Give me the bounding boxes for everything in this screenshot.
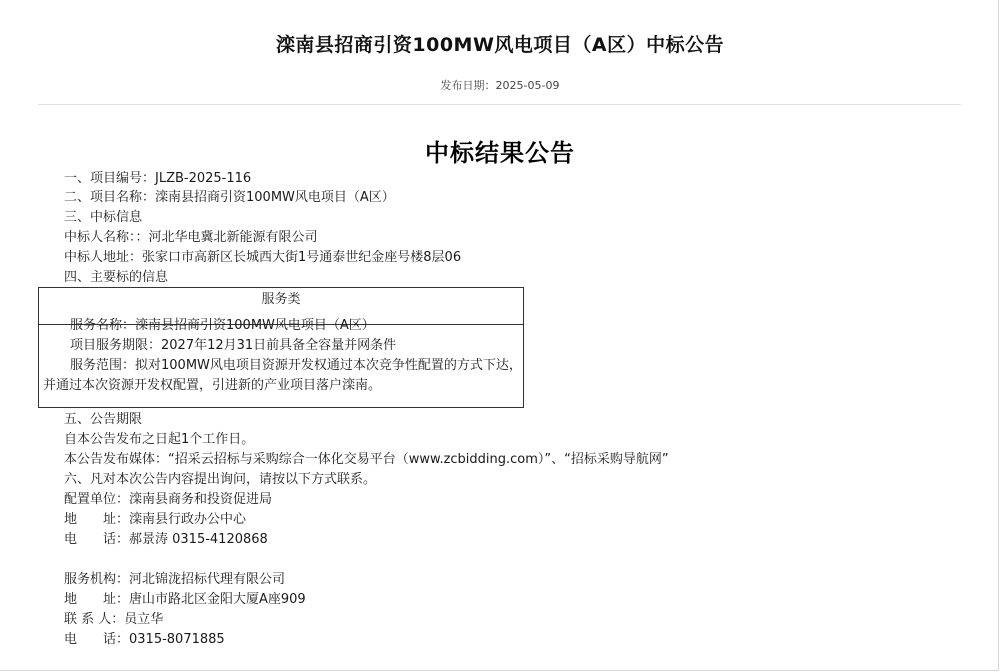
page-title: 滦南县招商引资100MW风电项目（A区）中标公告 bbox=[275, 34, 725, 56]
agency-address: 地 址：唐山市路北区金阳大厦A座909 bbox=[64, 592, 306, 607]
winner-address: 中标人地址：张家口市高新区长城西大街1号通泰世纪金座号楼8层06 bbox=[64, 250, 462, 265]
notice-period-heading: 五、公告期限 bbox=[64, 412, 143, 427]
config-unit-phone: 电 话：郝景涛 0315-4120868 bbox=[64, 532, 268, 547]
config-unit: 配置单位：滦南县商务和投资促进局 bbox=[64, 492, 273, 507]
publish-date: 发布日期：2025-05-09 bbox=[440, 79, 560, 92]
project-number: 一、项目编号：JLZB-2025-116 bbox=[64, 171, 252, 186]
publish-media: 本公告发布媒体：“招采云招标与采购综合一体化交易平台（www.zcbidding.com）”、“招标采购导航网” bbox=[64, 452, 669, 467]
subject-section-heading: 四、主要标的信息 bbox=[64, 270, 169, 285]
service-period: 项目服务期限：2027年12月31日前具备全容量并网条件 bbox=[70, 338, 397, 353]
header-divider bbox=[38, 104, 961, 105]
winner-section-heading: 三、中标信息 bbox=[64, 210, 143, 225]
config-unit-address: 地 址：滦南县行政办公中心 bbox=[64, 512, 247, 527]
notice-period-text: 自本公告发布之日起1个工作日。 bbox=[64, 432, 255, 447]
service-scope: 服务范围：拟对100MW风电项目资源开发权通过本次竞争性配置的方式下达， bbox=[70, 358, 522, 373]
project-name: 二、项目名称：滦南县招商引资100MW风电项目（A区） bbox=[64, 190, 395, 205]
service-name: 服务名称：滦南县招商引资100MW风电项目（A区） bbox=[70, 318, 375, 333]
agency-contact: 联 系 人：员立华 bbox=[64, 612, 164, 627]
service-table-header: 服务类 bbox=[39, 288, 523, 325]
winner-name: 中标人名称：：河北华电冀北新能源有限公司 bbox=[64, 230, 318, 245]
service-table bbox=[38, 287, 524, 408]
service-scope-continued: 并通过本次资源开发权配置，引进新的产业项目落户滦南。 bbox=[43, 378, 382, 393]
document-heading: 中标结果公告 bbox=[425, 139, 575, 167]
contact-section-heading: 六、凡对本次公告内容提出询问，请按以下方式联系。 bbox=[64, 472, 377, 487]
agency-phone: 电 话：0315-8071885 bbox=[64, 632, 225, 647]
agency-name: 服务机构：河北锦泷招标代理有限公司 bbox=[64, 572, 286, 587]
